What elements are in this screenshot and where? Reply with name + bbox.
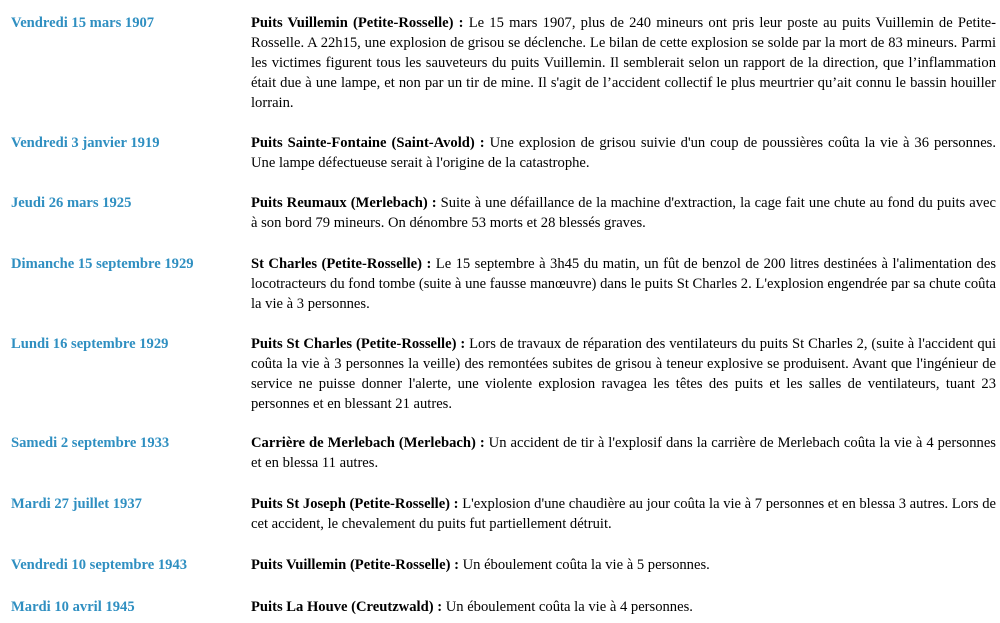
entry-place: Puits St Charles (Petite-Rosselle) : (251, 336, 466, 352)
entry-place: Puits Vuillemin (Petite-Rosselle) : (251, 15, 464, 31)
entry-place: Puits Vuillemin (Petite-Rosselle) : (251, 557, 459, 573)
entry-text: Un éboulement coûta la vie à 5 personnes. (458, 557, 710, 573)
entry-place: Puits St Joseph (Petite-Rosselle) : (251, 496, 459, 512)
entry-text: Le 15 septembre à 3h45 du matin, un fût de benzol de 200 litres destinées à l'alimentation des locotracteurs du fond tombe (suite à une fausse manœuvre) dans le puits St Charles 2. L'explosion engendrée par sa chute coûta la vie à 3 personnes. (251, 256, 996, 312)
entry-place: Puits Sainte-Fontaine (Saint-Avold) : (251, 135, 485, 151)
entry-date: Dimanche 15 septembre 1929 (11, 256, 194, 272)
entry-text: L'explosion d'une chaudière au jour coûta la vie à 7 personnes et en blessa 3 autres. Lors de cet accident, le chevalement du puits fut partiellement détruit. (251, 496, 996, 532)
entry-place: St Charles (Petite-Rosselle) : (251, 256, 432, 272)
entry-text: Un éboulement coûta la vie à 4 personnes. (442, 599, 693, 615)
entry-date: Jeudi 26 mars 1925 (11, 195, 132, 211)
entry-date: Mardi 27 juillet 1937 (11, 496, 142, 512)
entry-date: Lundi 16 septembre 1929 (11, 336, 169, 352)
entry-place: Puits La Houve (Creutzwald) : (251, 599, 443, 615)
entry-description (251, 555, 996, 575)
entry-description (251, 254, 996, 314)
entry-description (251, 193, 996, 233)
entry-date: Vendredi 15 mars 1907 (11, 15, 155, 31)
entry-date: Vendredi 10 septembre 1943 (11, 557, 188, 573)
entry-description (251, 494, 996, 534)
entry-text: Le 15 mars 1907, plus de 240 mineurs ont pris leur poste au puits Vuillemin de Petite-Rosselle. A 22h15, une explosion de grisou se déclenche. Le bilan de cette explosion se solde par la mort de 83 mineurs. Parmi les victimes figurent tous les sauveteurs du puits Vuillemin. Il semblerait selon un rapport de la direction, que l’inflammation était due à une lampe, et non par un tir de mine. Il s'agit de l’accident collectif le plus meurtrier qu’ait connu le bassin houiller lorrain. (251, 15, 996, 111)
entry-description (251, 133, 996, 173)
entry-text: Un accident de tir à l'explosif dans la carrière de Merlebach coûta la vie à 4 personnes et en blessa 11 autres. (251, 435, 996, 471)
entry-date: Vendredi 3 janvier 1919 (11, 135, 160, 151)
entry-date: Mardi 10 avril 1945 (11, 599, 135, 615)
entry-text: Une explosion de grisou suivie d'un coup de poussières coûta la vie à 36 personnes. Une lampe défectueuse serait à l'origine de la catastrophe. (251, 135, 996, 171)
entry-place: Carrière de Merlebach (Merlebach) : (251, 435, 485, 451)
entry-text: Suite à une défaillance de la machine d'extraction, la cage fait une chute au fond du puits avec à son bord 79 mineurs. On dénombre 53 morts et 28 blessés graves. (251, 195, 996, 231)
entry-description (251, 597, 996, 617)
entry-description (251, 13, 996, 113)
entry-date: Samedi 2 septembre 1933 (11, 435, 170, 451)
entry-text: Lors de travaux de réparation des ventilateurs du puits St Charles 2, (suite à l'accident qui coûta la vie à 3 personnes la veille) des remontées subites de grisou à teneur explosive se produisent. Avant que l'ingénieur de service ne puisse donner l'alerte, une violente explosion ravagea les têtes des puits et les salles de ventilateurs, tuant 23 personnes et en blessant 21 autres. (251, 336, 996, 412)
entry-description (251, 433, 996, 473)
entry-place: Puits Reumaux (Merlebach) : (251, 195, 437, 211)
entry-description (251, 334, 996, 414)
